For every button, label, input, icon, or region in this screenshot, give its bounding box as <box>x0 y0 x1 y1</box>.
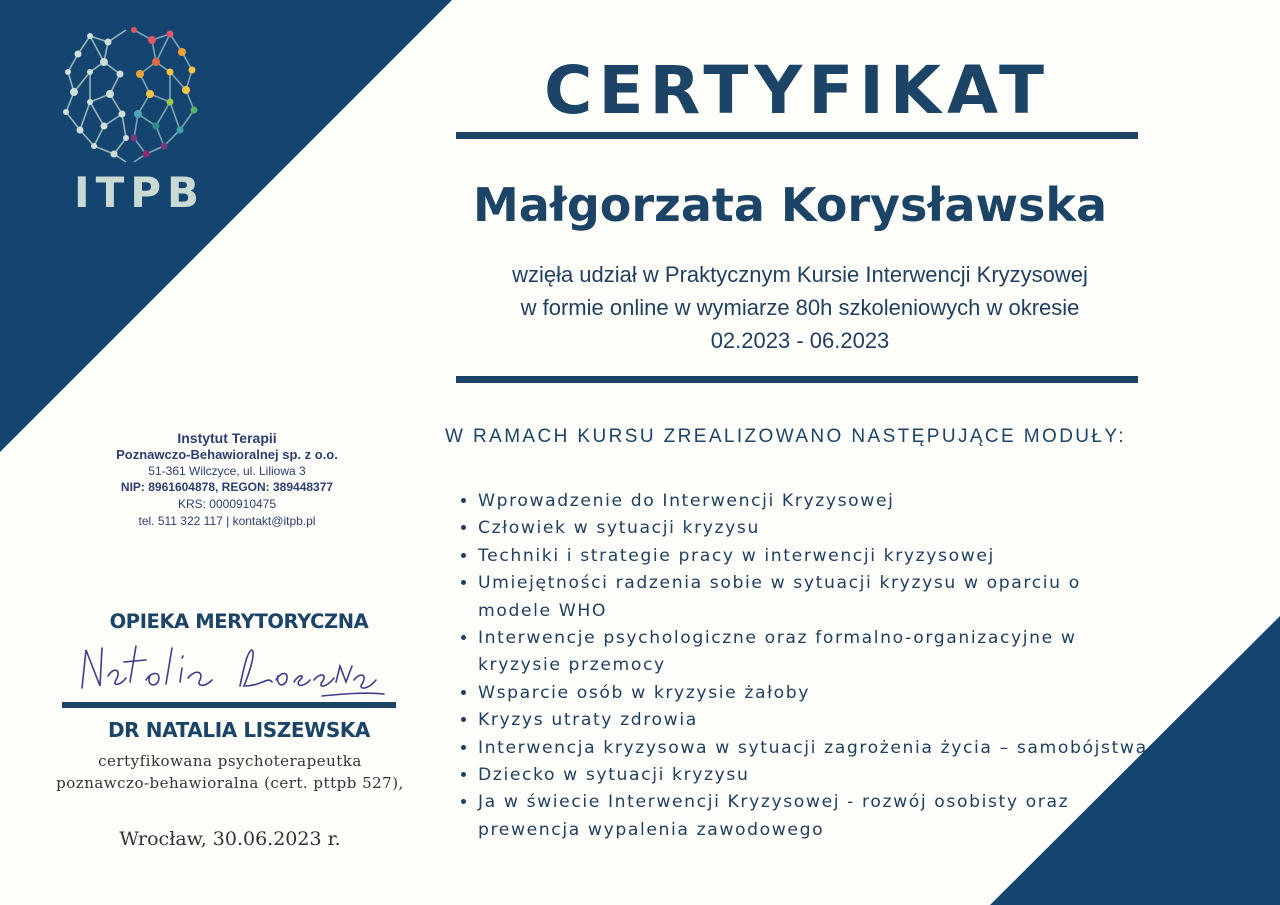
title-divider <box>456 132 1138 139</box>
list-item: • Człowiek w sytuacji kryzysu <box>478 515 1158 542</box>
brand-logo-text: ITPB <box>74 168 206 217</box>
institute-company: Poznawczo-Behawioralnej sp. z o.o. <box>116 447 338 462</box>
institute-krs: KRS: 0000910475 <box>177 497 277 511</box>
list-item: • Kryzys utraty zdrowia <box>478 707 1158 734</box>
modules-heading: W RAMACH KURSU ZREALIZOWANO NASTĘPUJĄCE MODUŁY: <box>445 426 1127 447</box>
description-divider <box>456 376 1138 383</box>
list-item: • Techniki i strategie pracy w interwencji kryzysowej <box>478 543 1158 570</box>
institute-address: 51-361 Wilczyce, ul. Liliowa 3 <box>148 464 306 478</box>
signature-image <box>72 636 392 702</box>
description-line-3: 02.2023 - 06.2023 <box>710 328 890 353</box>
supervisor-title-line-1: certyfikowana psychoterapeutka <box>98 752 362 770</box>
list-item: • Wprowadzenie do Interwencji Kryzysowej <box>478 488 1158 515</box>
list-item: • Interwencja kryzysowa w sytuacji zagrożenia życia – samobójstwa <box>478 735 1158 762</box>
supervisor-title-line-2: poznawczo-behawioralna (cert. pttpb 527), <box>56 774 404 792</box>
institute-ids: NIP: 8961604878, REGON: 389448377 <box>120 480 334 494</box>
institute-contact: tel. 511 322 117 | kontakt@itpb.pl <box>138 514 316 528</box>
list-item: • Dziecko w sytuacji kryzysu <box>478 762 1158 789</box>
place-and-date: Wrocław, 30.06.2023 r. <box>119 828 341 850</box>
list-item: • Umiejętności radzenia sobie w sytuacji kryzysu w oparciu o modele WHO <box>478 570 1158 625</box>
certificate-title: CERTYFIKAT <box>544 52 1050 129</box>
modules-list <box>456 488 1158 844</box>
description-line-2: w formie online w wymiarze 80h szkoleniowych w okresie <box>520 295 1080 320</box>
list-item: • Wsparcie osób w kryzysie żałoby <box>478 680 1158 707</box>
recipient-name: Małgorzata Korysławska <box>472 178 1108 232</box>
signature-divider <box>62 702 396 708</box>
supervisor-name: DR NATALIA LISZEWSKA <box>107 718 371 742</box>
supervision-heading: OPIEKA MERYTORYCZNA <box>109 610 369 633</box>
institute-name: Instytut Terapii <box>177 430 277 446</box>
description-line-1: wzięła udział w Praktycznym Kursie Interwencji Kryzysowej <box>512 262 1088 287</box>
list-item: • Interwencje psychologiczne oraz formalno-organizacyjne w kryzysie przemocy <box>478 625 1158 680</box>
list-item: • Ja w świecie Interwencji Kryzysowej - rozwój osobisty oraz prewencja wypalenia zawodowego <box>478 789 1158 844</box>
brain-network-icon <box>60 22 200 167</box>
